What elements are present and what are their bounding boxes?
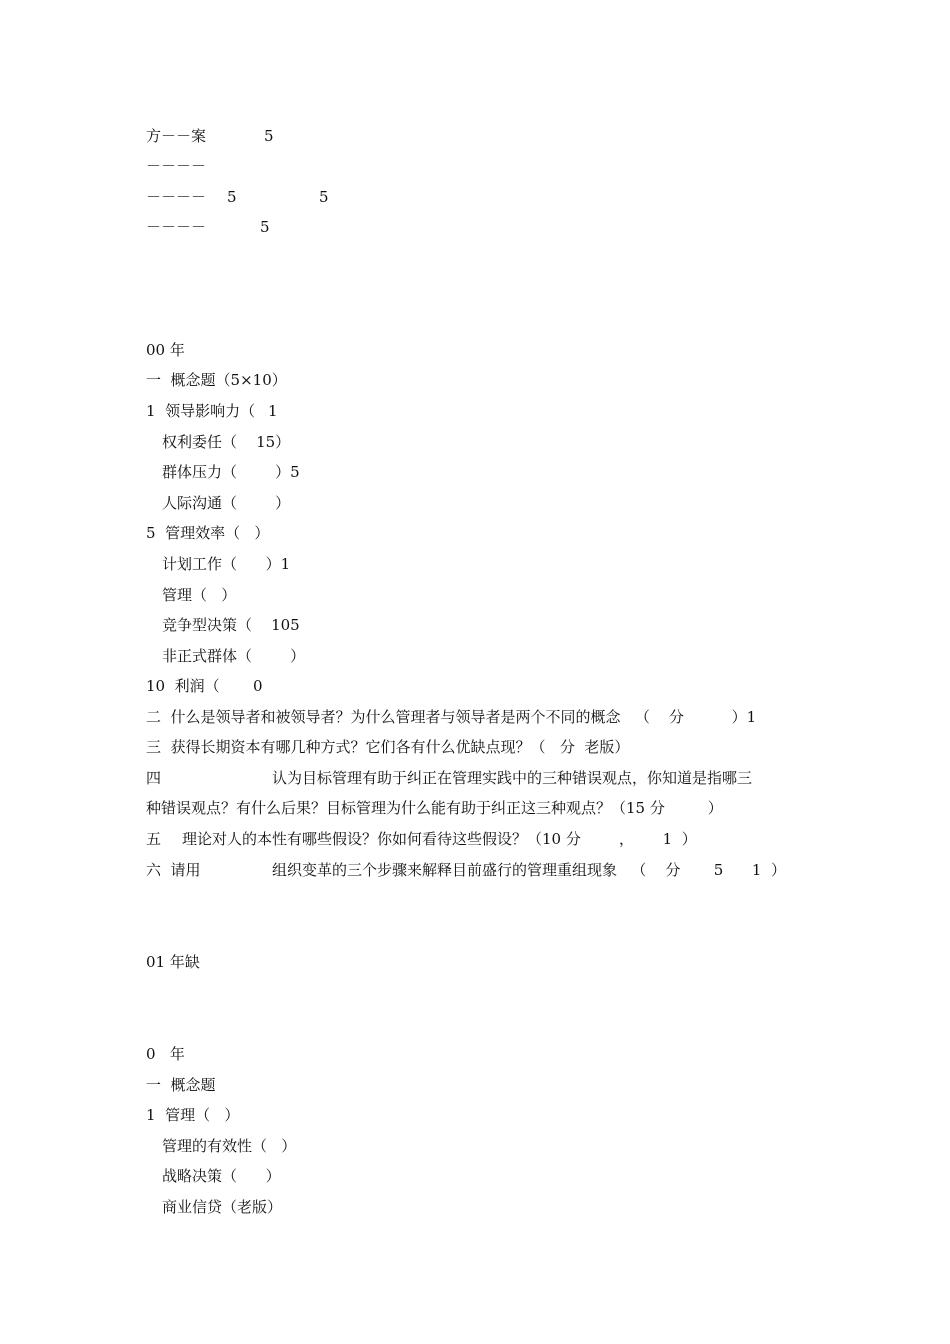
top-line-4-number: 5	[260, 218, 270, 236]
term-item: 10 利润（	[146, 677, 220, 695]
term-item: 1 管理（ ）	[146, 1106, 240, 1124]
term-item-score: 1	[268, 402, 278, 420]
question-5-number: 五	[146, 830, 162, 848]
question-4-line-1: 认为目标管理有助于纠正在管理实践中的三种错误观点，你知道是指哪三	[272, 769, 753, 787]
term-item: 战略决策（ ）	[162, 1167, 281, 1185]
term-item-score: 0	[253, 677, 263, 695]
term-item: 1 领导影响力（	[146, 402, 256, 420]
question-4-line-2: 种错误观点？有什么后果？目标管理为什么能有助于纠正这三种观点？（15 分 ）	[146, 799, 723, 817]
top-line-3-number-a: 5	[227, 188, 237, 206]
section-1-heading: 一 概念题	[146, 1076, 216, 1094]
top-line-1-text: 方－－案	[146, 127, 207, 145]
section-1-heading: 一 概念题（5×10）	[146, 371, 287, 389]
top-line-1-number: 5	[264, 127, 274, 145]
top-line-3-number-b: 5	[319, 188, 329, 206]
year-00-heading: 00 年	[146, 341, 185, 359]
term-item: 5 管理效率（ ）	[146, 524, 270, 542]
question-5-text: 理论对人的本性有哪些假设？你如何看待这些假设？（10 分 ， 1 ）	[182, 830, 697, 848]
top-line-2: －－－－	[146, 157, 207, 175]
term-item: 计划工作（ ）1	[162, 555, 291, 573]
question-6-number: 六 请用	[146, 861, 201, 879]
term-item: 管理的有效性（ ）	[162, 1137, 297, 1155]
term-item: 商业信贷（老版）	[162, 1198, 283, 1216]
question-4-number: 四	[146, 769, 162, 787]
question-2: 二 什么是领导者和被领导者？为什么管理者与领导者是两个不同的概念 （ 分 ）1	[146, 708, 757, 726]
year-01-heading: 01 年缺	[146, 953, 200, 971]
term-item: 人际沟通（ ）	[162, 494, 291, 512]
question-3: 三 获得长期资本有哪几种方式？它们各有什么优缺点现？（ 分 老版）	[146, 738, 630, 756]
term-item: 管理（ ）	[162, 586, 237, 604]
top-line-4-text: －－－－	[146, 218, 207, 236]
term-item: 群体压力（ ）5	[162, 463, 300, 481]
top-line-3-text: －－－－	[146, 188, 207, 206]
question-6-text: 组织变革的三个步骤来解释目前盛行的管理重组现象 （ 分 5 1 ）	[272, 861, 786, 879]
term-item: 非正式群体（ ）	[162, 647, 306, 665]
year-02-heading: 0 年	[146, 1045, 185, 1063]
term-item: 权利委任（ 15）	[162, 433, 291, 451]
term-item: 竞争型决策（ 105	[162, 616, 300, 634]
